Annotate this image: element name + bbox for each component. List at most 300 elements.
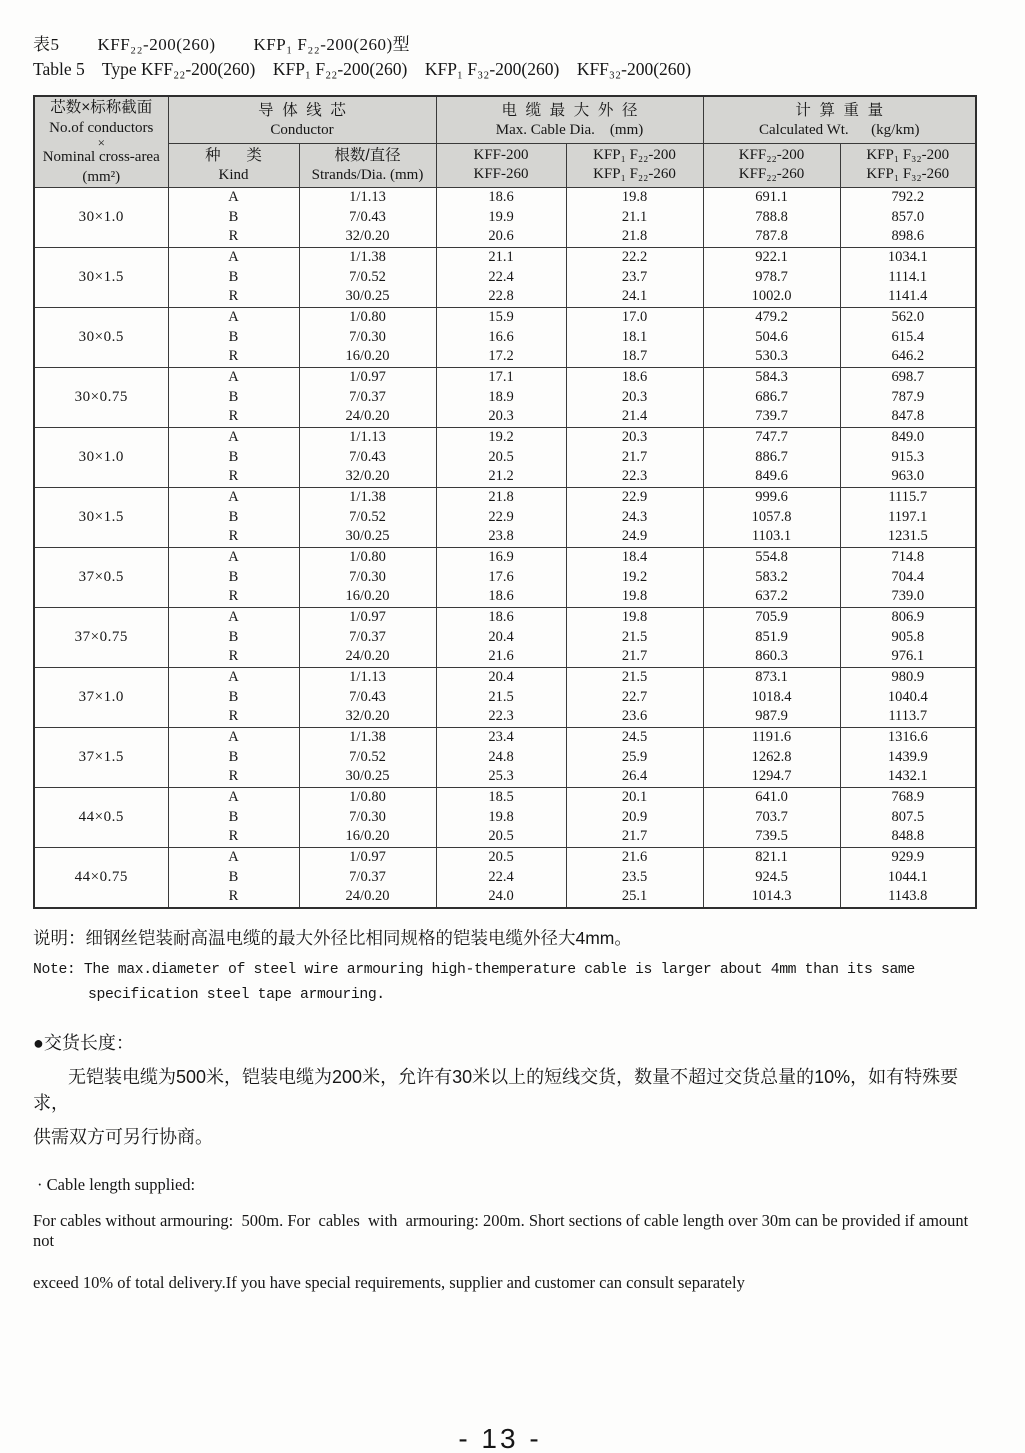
kfp-dia-cell-line: 19.8 (621, 189, 648, 206)
strands-cell (299, 248, 436, 308)
kfp-dia-cell-line: 21.7 (621, 648, 648, 665)
nominal-size-cell: 37×1.5 (34, 728, 168, 788)
kfp-dia-cell-line: 18.7 (621, 348, 648, 365)
kff-weight-cell-line: 1262.8 (751, 748, 792, 765)
kfp-weight-cell (840, 548, 976, 608)
header-conductor-cn: 导 体 线 芯 (258, 101, 346, 119)
kfp-dia-cell-line: 21.5 (621, 669, 648, 686)
kfp-dia-cell-line: 25.9 (621, 748, 648, 765)
nominal-size-cell: 37×1.0 (34, 668, 168, 728)
kff-weight-cell-line: 686.7 (755, 388, 788, 405)
kfp-dia-cell (566, 488, 703, 548)
kfp-dia-cell-line: 20.9 (621, 808, 648, 825)
delivery-en-line2: exceed 10% of total delivery.If you have special requirements, supplier and customer can consult separately (33, 1273, 745, 1292)
kff-weight-cell-line: 924.5 (755, 868, 788, 885)
header-dia-kfp-260: KFP₁ F₂₂-260 (593, 166, 676, 183)
kff-weight-cell-line: 703.7 (755, 808, 788, 825)
kff-weight-cell-line: 987.9 (755, 708, 788, 725)
kff-dia-cell-line: 21.6 (488, 648, 514, 665)
kfp-dia-cell-line: 18.4 (621, 549, 648, 566)
header-dia-kfp-200: KFP₁ F₂₂-200 (593, 147, 676, 164)
kff-dia-cell-line: 18.6 (488, 588, 514, 605)
nominal-size-cell: 30×1.0 (34, 188, 168, 248)
kind-cell (168, 848, 299, 909)
kind-cell (168, 308, 299, 368)
kfp-weight-cell-line: 739.0 (891, 588, 925, 605)
kff-dia-cell-line: 22.4 (488, 868, 514, 885)
kfp-weight-cell-line: 1197.1 (888, 508, 928, 525)
kfp-dia-cell (566, 368, 703, 428)
kfp-weight-cell-line: 1040.4 (887, 688, 928, 705)
kff-dia-cell (436, 848, 566, 909)
strands-cell (299, 188, 436, 248)
kff-weight-cell-line: 530.3 (755, 348, 788, 365)
kfp-weight-cell-line: 1113.7 (888, 708, 928, 725)
kfp-weight-cell-line: 1231.5 (887, 528, 928, 545)
kff-weight-cell-line: 584.3 (755, 369, 788, 386)
kff-weight-cell (703, 668, 840, 728)
strands-cell-line: 7/0.37 (349, 388, 386, 405)
kff-weight-cell-line: 641.0 (755, 789, 788, 806)
header-max-dia-cn: 电 缆 最 大 外 径 (501, 101, 638, 119)
kind-cell-line: A (228, 489, 239, 506)
kff-dia-cell-line: 20.5 (488, 448, 514, 465)
kff-weight-cell-line: 978.7 (755, 268, 788, 285)
kff-weight-cell-line: 849.6 (755, 468, 788, 485)
header-wt-kff-200: KFF₂₂-200 (738, 147, 805, 164)
header-cross-area (34, 96, 168, 188)
kfp-weight-cell (840, 608, 976, 668)
kff-dia-cell-line: 20.5 (488, 849, 514, 866)
table-row-group (34, 668, 976, 728)
kff-weight-cell-line: 1002.0 (751, 288, 792, 305)
kfp-dia-cell-line: 18.6 (621, 369, 648, 386)
kind-cell-line: B (228, 748, 239, 765)
kind-cell-line: A (228, 429, 239, 446)
spec-table (33, 95, 977, 909)
kfp-dia-cell-line: 22.3 (621, 468, 648, 485)
kff-weight-cell (703, 368, 840, 428)
delivery-cn-line2: 供需双方可另行协商。 (33, 1127, 213, 1147)
header-dia-kff-260: KFF-260 (473, 166, 529, 183)
kff-dia-cell-line: 21.1 (488, 249, 514, 266)
header-max-dia (436, 96, 703, 143)
kff-dia-cell (436, 248, 566, 308)
kfp-weight-cell-line: 905.8 (891, 628, 925, 645)
nominal-size-cell: 30×1.0 (34, 428, 168, 488)
notes-section (33, 925, 985, 1293)
kff-dia-cell-line: 24.0 (488, 888, 514, 905)
kff-weight-cell-line: 739.7 (755, 408, 788, 425)
table-row-group (34, 368, 976, 428)
kff-dia-cell-line: 19.8 (488, 808, 514, 825)
kind-cell-line: R (228, 708, 239, 725)
kff-weight-cell (703, 248, 840, 308)
kind-cell-line: A (228, 729, 239, 746)
kff-dia-cell (436, 308, 566, 368)
strands-cell (299, 428, 436, 488)
strands-cell-line: 24/0.20 (345, 648, 390, 665)
nominal-size-cell: 30×0.75 (34, 368, 168, 428)
kfp-dia-cell-line: 19.8 (621, 609, 648, 626)
kfp-dia-cell (566, 428, 703, 488)
strands-cell-line: 7/0.30 (349, 808, 386, 825)
kff-dia-cell-line: 20.3 (488, 408, 514, 425)
kind-cell-line: R (228, 648, 239, 665)
strands-cell (299, 548, 436, 608)
kff-weight-cell-line: 637.2 (755, 588, 788, 605)
strands-cell (299, 668, 436, 728)
kff-dia-cell-line: 20.4 (488, 669, 514, 686)
note-en-line1: Note: The max.diameter of steel wire armouring high-themperature cable is larger about 4mm than its same (33, 962, 915, 978)
kind-cell (168, 668, 299, 728)
kfp-weight-cell-line: 1141.4 (888, 288, 928, 305)
kfp-dia-cell-line: 17.0 (621, 309, 648, 326)
kff-dia-cell-line: 19.2 (488, 429, 514, 446)
kff-dia-cell (436, 788, 566, 848)
kfp-weight-cell-line: 1114.1 (888, 268, 928, 285)
nominal-size-cell: 44×0.75 (34, 848, 168, 909)
header-cross-area-cn: 芯数×标称截面 (50, 99, 153, 116)
strands-cell-line: 1/0.97 (349, 609, 386, 626)
kff-weight-cell-line: 504.6 (755, 328, 788, 345)
header-wt-kff (703, 143, 840, 187)
kff-dia-cell (436, 668, 566, 728)
kff-weight-cell-line: 1057.8 (751, 508, 792, 525)
kind-cell (168, 608, 299, 668)
header-cross-area-unit: (mm²) (82, 169, 121, 185)
kff-weight-cell-line: 873.1 (755, 669, 788, 686)
kff-weight-cell-line: 886.7 (755, 448, 788, 465)
kind-cell-line: A (228, 249, 239, 266)
kff-weight-cell (703, 848, 840, 909)
kfp-dia-cell-line: 24.9 (621, 528, 648, 545)
strands-cell-line: 1/1.13 (349, 429, 386, 446)
note-en-line2: specification steel tape armouring. (88, 987, 385, 1003)
kfp-dia-cell-line: 23.6 (621, 708, 648, 725)
header-wt-kfp-260: KFP₁ F₃₂-260 (866, 166, 950, 183)
strands-cell-line: 1/1.13 (349, 669, 386, 686)
kind-cell-line: B (228, 388, 239, 405)
kff-weight-cell-line: 1014.3 (751, 888, 792, 905)
kfp-weight-cell (840, 308, 976, 368)
kind-cell-line: B (228, 208, 239, 225)
table-title-cn: 表5 KFF₂₂-200(260) KFP₁ F₂₂-200(260)型 (33, 35, 411, 54)
kff-weight-cell (703, 728, 840, 788)
kfp-weight-cell-line: 1034.1 (887, 249, 928, 266)
kind-cell-line: R (228, 528, 239, 545)
kfp-dia-cell-line: 23.5 (621, 868, 648, 885)
strands-cell-line: 7/0.43 (349, 448, 386, 465)
kind-cell-line: R (228, 228, 239, 245)
strands-cell-line: 7/0.52 (349, 748, 386, 765)
kff-weight-cell-line: 739.5 (755, 828, 788, 845)
kfp-dia-cell (566, 668, 703, 728)
kfp-weight-cell-line: 792.2 (891, 189, 925, 206)
strands-cell-line: 1/1.38 (349, 489, 386, 506)
kfp-dia-cell-line: 24.1 (621, 288, 648, 305)
kfp-dia-cell-line: 22.7 (621, 688, 648, 705)
kfp-weight-cell (840, 788, 976, 848)
strands-cell (299, 788, 436, 848)
header-kind-en: Kind (218, 167, 249, 184)
kfp-dia-cell (566, 248, 703, 308)
kind-cell-line: A (228, 309, 239, 326)
kfp-dia-cell-line: 19.2 (621, 568, 648, 585)
kind-cell-line: B (228, 688, 239, 705)
kfp-dia-cell-line: 22.9 (621, 489, 648, 506)
kfp-weight-cell-line: 976.1 (891, 648, 925, 665)
kff-weight-cell-line: 691.1 (755, 189, 788, 206)
header-strands (299, 143, 436, 187)
header-kind (168, 143, 299, 187)
nominal-size-cell: 37×0.5 (34, 548, 168, 608)
strands-cell-line: 30/0.25 (345, 288, 390, 305)
strands-cell (299, 368, 436, 428)
kfp-dia-cell (566, 728, 703, 788)
kff-dia-cell-line: 25.3 (488, 768, 514, 785)
kfp-weight-cell (840, 188, 976, 248)
kff-dia-cell-line: 17.2 (488, 348, 514, 365)
kind-cell-line: A (228, 789, 239, 806)
strands-cell-line: 1/0.80 (349, 789, 386, 806)
kfp-weight-cell-line: 1316.6 (887, 729, 928, 746)
table-row-group (34, 788, 976, 848)
kfp-weight-cell-line: 646.2 (891, 348, 925, 365)
table-row-group (34, 848, 976, 909)
kff-weight-cell-line: 1294.7 (751, 768, 792, 785)
kff-weight-cell (703, 788, 840, 848)
kfp-dia-cell-line: 21.4 (621, 408, 648, 425)
strands-cell-line: 7/0.30 (349, 328, 386, 345)
kff-dia-cell-line: 16.9 (488, 549, 514, 566)
nominal-size-cell: 30×1.5 (34, 488, 168, 548)
kff-dia-cell (436, 488, 566, 548)
header-wt-kff-260: KFF₂₂-260 (738, 166, 805, 183)
header-cross-area-times: × (97, 135, 105, 150)
kfp-dia-cell (566, 608, 703, 668)
kfp-dia-cell-line: 23.7 (621, 268, 648, 285)
header-dia-kff-200: KFF-200 (473, 147, 529, 164)
nominal-size-cell: 30×0.5 (34, 308, 168, 368)
kff-weight-cell-line: 922.1 (755, 249, 788, 266)
strands-cell-line: 1/0.97 (349, 369, 386, 386)
kff-dia-cell-line: 16.6 (488, 328, 514, 345)
kfp-weight-cell-line: 980.9 (891, 669, 925, 686)
header-calc-wt (703, 96, 976, 143)
page-number: - 13 - (458, 1423, 542, 1453)
kind-cell-line: A (228, 849, 239, 866)
strands-cell-line: 24/0.20 (345, 888, 390, 905)
kind-cell-line: A (228, 189, 239, 206)
kind-cell-line: B (228, 868, 239, 885)
kff-weight-cell-line: 554.8 (755, 549, 788, 566)
kfp-dia-cell-line: 24.5 (621, 729, 648, 746)
kind-cell (168, 728, 299, 788)
strands-cell-line: 7/0.43 (349, 688, 386, 705)
kff-dia-cell-line: 23.4 (488, 729, 514, 746)
header-dia-kff (436, 143, 566, 187)
header-strands-cn: 根数/直径 (334, 147, 401, 165)
kfp-dia-cell-line: 24.3 (621, 508, 648, 525)
kind-cell-line: A (228, 549, 239, 566)
kff-weight-cell-line: 1191.6 (751, 729, 792, 746)
table-row-group (34, 608, 976, 668)
kff-dia-cell (436, 548, 566, 608)
kfp-weight-cell-line: 807.5 (891, 808, 925, 825)
table-row-group (34, 248, 976, 308)
kind-cell-line: B (228, 628, 239, 645)
kind-cell-line: R (228, 888, 239, 905)
strands-cell-line: 1/1.38 (349, 249, 386, 266)
kff-dia-cell (436, 608, 566, 668)
strands-cell-line: 16/0.20 (345, 588, 390, 605)
kind-cell (168, 548, 299, 608)
strands-cell-line: 1/1.38 (349, 729, 386, 746)
strands-cell-line: 30/0.25 (345, 528, 390, 545)
nominal-size-cell: 44×0.5 (34, 788, 168, 848)
kind-cell (168, 428, 299, 488)
strands-cell-line: 32/0.20 (345, 468, 390, 485)
kff-dia-cell-line: 21.5 (488, 688, 514, 705)
kind-cell (168, 488, 299, 548)
kind-cell-line: B (228, 448, 239, 465)
kind-cell (168, 248, 299, 308)
kff-weight-cell-line: 851.9 (755, 628, 788, 645)
table-row-group (34, 428, 976, 488)
kfp-weight-cell-line: 704.4 (891, 568, 925, 585)
kfp-dia-cell (566, 548, 703, 608)
kfp-weight-cell (840, 368, 976, 428)
kfp-dia-cell (566, 848, 703, 909)
strands-cell (299, 488, 436, 548)
kfp-weight-cell-line: 714.8 (891, 549, 925, 566)
kff-dia-cell-line: 18.5 (488, 789, 514, 806)
kff-dia-cell-line: 23.8 (488, 528, 514, 545)
kfp-weight-cell (840, 848, 976, 909)
strands-cell-line: 7/0.52 (349, 508, 386, 525)
kfp-dia-cell (566, 188, 703, 248)
kff-dia-cell-line: 20.6 (488, 228, 514, 245)
header-dia-kfp (566, 143, 703, 187)
kff-dia-cell-line: 22.8 (488, 288, 514, 305)
kind-cell-line: R (228, 288, 239, 305)
strands-cell-line: 16/0.20 (345, 348, 390, 365)
kff-weight-cell-line: 479.2 (755, 309, 788, 326)
kff-dia-cell-line: 21.2 (488, 468, 514, 485)
header-max-dia-en: Max. Cable Dia. (mm) (495, 121, 644, 138)
kfp-weight-cell-line: 768.9 (891, 789, 925, 806)
strands-cell-line: 1/0.80 (349, 309, 386, 326)
header-wt-kfp (840, 143, 976, 187)
kind-cell-line: B (228, 568, 239, 585)
kff-dia-cell-line: 21.8 (488, 489, 514, 506)
header-conductor (168, 96, 436, 143)
nominal-size-cell: 30×1.5 (34, 248, 168, 308)
kfp-weight-cell-line: 787.9 (891, 388, 925, 405)
kfp-weight-cell-line: 1439.9 (887, 748, 928, 765)
strands-cell (299, 848, 436, 909)
header-calc-wt-en: Calculated Wt. (kg/km) (758, 121, 920, 138)
header-strands-en: Strands/Dia. (mm) (311, 167, 424, 184)
table-row-group (34, 728, 976, 788)
kfp-dia-cell-line: 22.2 (621, 249, 648, 266)
kind-cell (168, 188, 299, 248)
kff-weight-cell (703, 488, 840, 548)
strands-cell (299, 608, 436, 668)
kfp-dia-cell-line: 21.6 (621, 849, 648, 866)
strands-cell-line: 7/0.52 (349, 268, 386, 285)
strands-cell-line: 7/0.30 (349, 568, 386, 585)
kff-weight-cell (703, 188, 840, 248)
kff-dia-cell-line: 18.6 (488, 189, 514, 206)
strands-cell-line: 7/0.37 (349, 628, 386, 645)
kff-dia-cell-line: 19.9 (488, 208, 514, 225)
table-title-en: Table 5 Type KFF₂₂-200(260) KFP₁ F₂₂-200(260) KFP₁ F₃₂-200(260) KFF₃₂-200(260) (33, 59, 692, 79)
kfp-weight-cell-line: 1115.7 (888, 489, 928, 506)
kfp-weight-cell-line: 615.4 (891, 328, 925, 345)
kff-dia-cell (436, 728, 566, 788)
kfp-weight-cell-line: 849.0 (891, 429, 925, 446)
kff-weight-cell-line: 787.8 (755, 228, 788, 245)
strands-cell-line: 1/0.80 (349, 549, 386, 566)
kff-weight-cell-line: 583.2 (755, 568, 788, 585)
kfp-dia-cell-line: 21.7 (621, 448, 648, 465)
kind-cell-line: B (228, 268, 239, 285)
kff-weight-cell-line: 860.3 (755, 648, 788, 665)
kind-cell-line: A (228, 369, 239, 386)
kfp-dia-cell-line: 18.1 (621, 328, 648, 345)
kind-cell-line: A (228, 609, 239, 626)
kff-weight-cell-line: 1103.1 (751, 528, 792, 545)
nominal-size-cell: 37×0.75 (34, 608, 168, 668)
kfp-weight-cell (840, 488, 976, 548)
kff-dia-cell-line: 22.9 (488, 508, 514, 525)
kff-weight-cell (703, 608, 840, 668)
header-calc-wt-cn: 计 算 重 量 (795, 101, 884, 119)
kfp-weight-cell-line: 898.6 (891, 228, 925, 245)
kff-weight-cell-line: 705.9 (755, 609, 788, 626)
kfp-weight-cell-line: 847.8 (891, 408, 925, 425)
kff-dia-cell-line: 15.9 (488, 309, 514, 326)
kfp-weight-cell (840, 668, 976, 728)
kfp-dia-cell-line: 21.8 (621, 228, 648, 245)
strands-cell-line: 16/0.20 (345, 828, 390, 845)
table-row-group (34, 188, 976, 248)
kff-dia-cell (436, 368, 566, 428)
kind-cell-line: R (228, 408, 239, 425)
strands-cell-line: 7/0.37 (349, 868, 386, 885)
strands-cell (299, 728, 436, 788)
kind-cell (168, 368, 299, 428)
strands-cell-line: 1/1.13 (349, 189, 386, 206)
header-kind-cn: 种 类 (205, 147, 262, 165)
header-cross-area-en2: Nominal cross-area (42, 149, 160, 165)
kfp-dia-cell (566, 788, 703, 848)
kind-cell-line: B (228, 328, 239, 345)
kfp-dia-cell-line: 26.4 (621, 768, 648, 785)
table-row-group (34, 308, 976, 368)
kfp-weight-cell-line: 857.0 (891, 208, 925, 225)
kfp-weight-cell-line: 698.7 (891, 369, 925, 386)
kff-weight-cell-line: 821.1 (755, 849, 788, 866)
kfp-dia-cell-line: 21.5 (621, 628, 648, 645)
header-wt-kfp-200: KFP₁ F₃₂-200 (866, 147, 950, 164)
kind-cell-line: A (228, 669, 239, 686)
kfp-dia-cell-line: 20.3 (621, 388, 648, 405)
note-cn: 说明：细钢丝铠装耐高温电缆的最大外径比相同规格的铠装电缆外径大4mm。 (33, 928, 632, 948)
kff-dia-cell-line: 18.6 (488, 609, 514, 626)
